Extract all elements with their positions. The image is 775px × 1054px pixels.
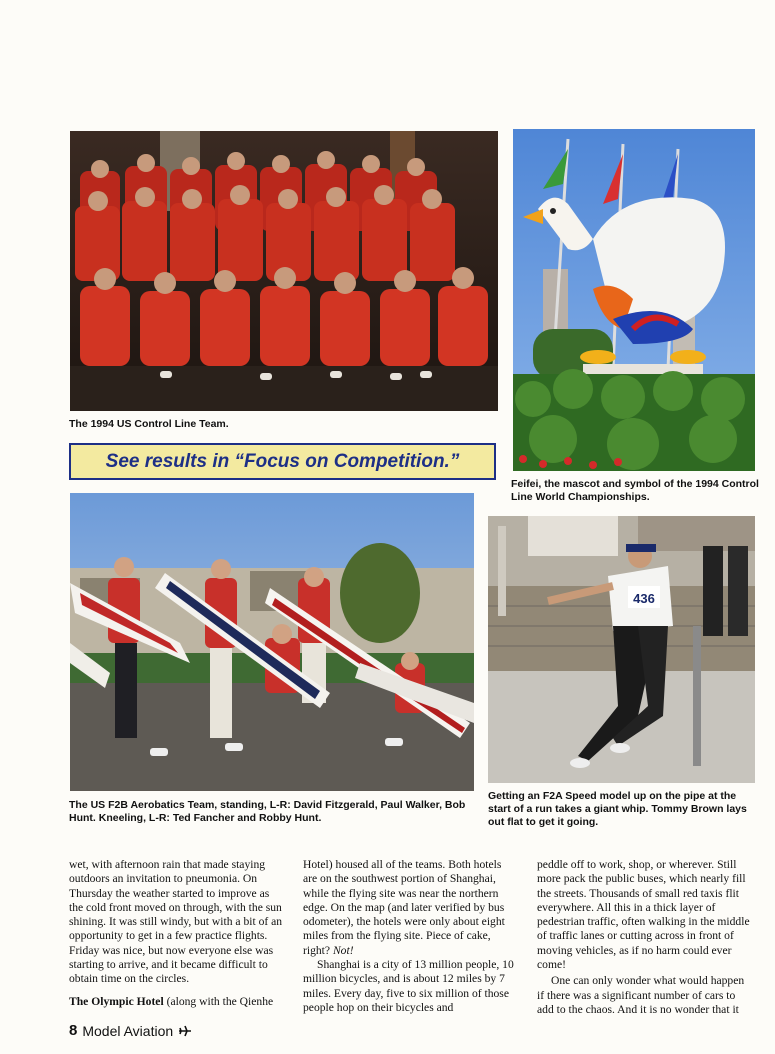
column-1-paragraph-1: wet, with afternoon rain that made staying outdoors an invitation to pneumonia. On Thursday the weather started to improve as the cold front moved on through, with the sun shining. It was still windy, but with a bit of an opportunity to get in a few practice flights. Friday was nice, but now everyone else was starting to arrive, and it became difficult to obtain time on the circles.	[69, 858, 283, 986]
article-column-3	[537, 858, 752, 1018]
magazine-name: Model Aviation	[82, 1022, 174, 1039]
team-photo-image	[70, 131, 498, 411]
mascot-photo	[513, 129, 755, 471]
column-3-paragraph-2: One can only wonder what would happen if there was a significant number of cars to add to the chaos. And it is no wonder that it	[537, 974, 745, 1016]
page-footer	[69, 1022, 192, 1039]
aerobatics-caption: The US F2B Aerobatics Team, standing, L-R: David Fitzgerald, Paul Walker, Bob Hunt. Kneeling, L-R: Ted Fancher and Robby Hunt.	[69, 799, 466, 824]
column-2-paragraph-1-text: Hotel) housed all of the teams. Both hotels are on the southwest portion of Shanghai, while the flying site was near the northern edge. On the map (and later verified by bus odometer), the hotels were only about eight miles from the flying site. Piece of cake, right?	[303, 858, 505, 957]
mascot-photo-image	[513, 129, 755, 471]
aerobatics-photo-image	[70, 493, 474, 791]
speed-photo	[488, 516, 755, 783]
article-column-2	[303, 858, 518, 1018]
column-3-paragraph-1: peddle off to work, shop, or wherever. Still more pack the public buses, which nearly fill the streets. Thousands of small red taxis flit everywhere. All this in a thick layer of pedestrian traffic, often walking in the middle of traffic lanes or cutting across in front of moving vehicles, as if no harm could ever come!	[537, 858, 750, 972]
article-column-1	[69, 858, 284, 1018]
team-photo	[70, 131, 498, 411]
results-banner-text: See results in “Focus on Competition.”	[105, 450, 460, 472]
page-number: 8	[69, 1022, 78, 1039]
results-banner	[69, 443, 496, 480]
column-2-paragraph-2: Shanghai is a city of 13 million people, 10 million bicycles, and is about 12 miles by 7 miles. Every day, five to six million of those people hop on their bicycles and	[303, 958, 514, 1014]
team-photo-caption: The 1994 US Control Line Team.	[69, 418, 229, 430]
speed-caption: Getting an F2A Speed model up on the pipe at the start of a run takes a giant whip. Tommy Brown lays out flat to get it going.	[488, 790, 747, 828]
column-2-emphasis: Not!	[332, 943, 354, 957]
speed-photo-image	[488, 516, 755, 783]
aerobatics-photo	[70, 493, 474, 791]
column-1-paragraph-2	[69, 995, 284, 1009]
mascot-caption: Feifei, the mascot and symbol of the 1994 Control Line World Championships.	[511, 478, 759, 503]
column-1-paragraph-2-text: (along with the Qienhe	[163, 994, 274, 1008]
speed-bib-number: 436	[633, 591, 655, 606]
airplane-icon	[178, 1025, 192, 1037]
olympic-hotel-runin: The Olympic Hotel	[69, 994, 164, 1008]
column-2-paragraph-1	[303, 858, 518, 958]
